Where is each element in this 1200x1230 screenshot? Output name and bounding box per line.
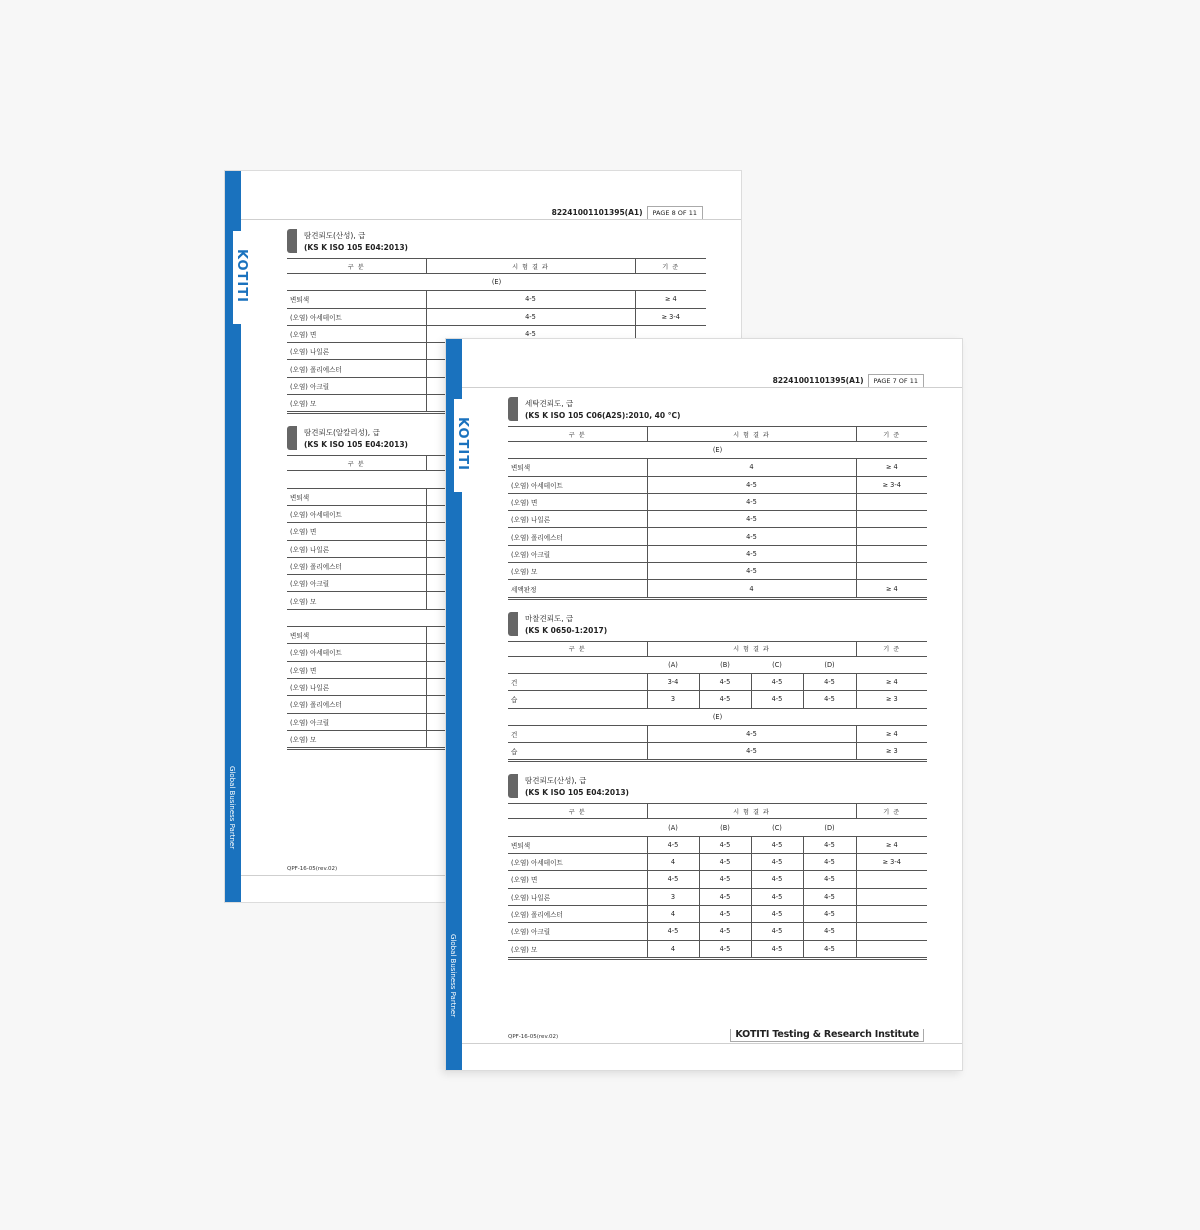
section-heading: [508, 774, 927, 798]
table-row: [508, 511, 927, 528]
table-row: [508, 691, 927, 708]
row-value: 4-5: [803, 691, 856, 708]
row-standard: [856, 511, 927, 528]
sample-label: (E): [287, 274, 706, 291]
section-heading: [508, 397, 927, 421]
header-result: 시 험 결 과: [647, 427, 856, 442]
row-value: 4-5: [699, 905, 751, 922]
row-label: (오염) 폴리에스터: [508, 528, 647, 545]
table-row: [508, 836, 927, 853]
row-standard: ≥ 3-4: [635, 308, 706, 325]
row-value: 3: [647, 691, 699, 708]
col-label: (A): [647, 656, 699, 673]
table-row: [287, 308, 706, 325]
row-label: (오염) 나일론: [287, 540, 426, 557]
table-row: [508, 725, 927, 742]
table-row: [508, 563, 927, 580]
kotiti-logo: KOTITI: [234, 249, 249, 303]
kotiti-logo: KOTITI: [455, 417, 470, 471]
row-label: (오염) 면: [287, 325, 426, 342]
col-label: (D): [803, 656, 856, 673]
row-standard: [856, 493, 927, 510]
blank-cell: [856, 819, 927, 836]
row-result: 4-5: [647, 563, 856, 580]
row-label: 건: [508, 673, 647, 690]
row-label: (오염) 아세테이트: [287, 644, 426, 661]
row-label: 변퇴색: [508, 459, 647, 476]
header-standard: 기 준: [635, 259, 706, 274]
header-standard: 기 준: [856, 641, 927, 656]
row-label: (오염) 아크릴: [287, 377, 426, 394]
row-label: (오염) 모: [287, 592, 426, 609]
page-number: PAGE 8 OF 11: [647, 206, 703, 219]
header-category: 구 분: [508, 804, 647, 819]
sample-label: (E): [508, 442, 927, 459]
row-label: (오염) 면: [508, 493, 647, 510]
row-value: 4-5: [803, 888, 856, 905]
section-perspiration-acid: [508, 774, 927, 959]
row-label: (오염) 면: [287, 523, 426, 540]
row-value: 3-4: [647, 673, 699, 690]
row-value: 4-5: [699, 854, 751, 871]
blank-cell: [856, 656, 927, 673]
row-value: 4-5: [699, 888, 751, 905]
row-label: (오염) 나일론: [508, 511, 647, 528]
row-value: 4-5: [647, 836, 699, 853]
row-result: 4: [647, 459, 856, 476]
row-standard: ≥ 4: [856, 580, 927, 598]
section-standard: (KS K ISO 105 E04:2013): [525, 788, 629, 798]
results-table: [508, 803, 927, 959]
row-standard: [856, 563, 927, 580]
brand-tagline: Global Business Partner: [449, 934, 457, 1018]
table-row: [508, 476, 927, 493]
row-label: (오염) 아크릴: [508, 923, 647, 940]
row-standard: ≥ 4: [635, 291, 706, 308]
row-value: 4-5: [803, 871, 856, 888]
row-value: 4-5: [751, 691, 803, 708]
row-value: 4-5: [803, 940, 856, 958]
header-category: 구 분: [287, 259, 426, 274]
row-result: 4-5: [426, 291, 635, 308]
row-result: 4-5: [647, 493, 856, 510]
row-standard: ≥ 3: [856, 691, 927, 708]
row-standard: [856, 905, 927, 922]
row-label: (오염) 아세테이트: [287, 505, 426, 522]
row-standard: ≥ 4: [856, 673, 927, 690]
report-page-front: [445, 338, 963, 1071]
row-label: (오염) 나일론: [287, 678, 426, 695]
table-row: [508, 493, 927, 510]
row-label: (오염) 폴리에스터: [287, 557, 426, 574]
row-standard: [856, 871, 927, 888]
col-label: (A): [647, 819, 699, 836]
header-category: 구 분: [287, 456, 426, 471]
row-label: (오염) 나일론: [508, 888, 647, 905]
row-value: 4-5: [751, 905, 803, 922]
brand-tagline: Global Business Partner: [228, 766, 236, 850]
row-value: 4-5: [699, 836, 751, 853]
report-number: 82241001101395(A1): [551, 207, 643, 217]
row-value: 4-5: [647, 923, 699, 940]
row-label: (오염) 폴리에스터: [287, 696, 426, 713]
row-value: 3: [647, 888, 699, 905]
section-title: 땀견뢰도(산성), 급: [304, 231, 366, 240]
table-row: [508, 528, 927, 545]
table-row: [508, 673, 927, 690]
table-row: [287, 291, 706, 308]
section-title: 마찰견뢰도, 급: [525, 613, 574, 623]
section-title: 세탁견뢰도, 급: [525, 399, 574, 408]
col-label: (B): [699, 819, 751, 836]
row-standard: ≥ 3-4: [856, 854, 927, 871]
header-category: 구 분: [508, 641, 647, 656]
row-label: (오염) 아크릴: [508, 545, 647, 562]
table-header-row: [508, 804, 927, 819]
row-value: 4: [647, 940, 699, 958]
row-value: 4-5: [699, 923, 751, 940]
table-row: [508, 905, 927, 922]
row-label: 변퇴색: [508, 836, 647, 853]
row-label: (오염) 아세테이트: [508, 854, 647, 871]
row-result: 4-5: [647, 476, 856, 493]
row-value: 4: [647, 854, 699, 871]
row-result: 4-5: [647, 528, 856, 545]
section-marker: [508, 612, 518, 636]
header-standard: 기 준: [856, 427, 927, 442]
table-row: [508, 743, 927, 761]
row-label: (오염) 폴리에스터: [508, 905, 647, 922]
header-category: 구 분: [508, 427, 647, 442]
results-table: [508, 641, 927, 763]
report-number: 82241001101395(A1): [772, 375, 864, 385]
header-result: 시 험 결 과: [426, 259, 635, 274]
row-value: 4-5: [751, 923, 803, 940]
header-standard: 기 준: [856, 804, 927, 819]
page-header: [552, 205, 703, 219]
row-value: 4-5: [699, 871, 751, 888]
row-label: 변퇴색: [287, 488, 426, 505]
row-standard: ≥ 4: [856, 725, 927, 742]
table-subheader-row: [508, 656, 927, 673]
sample-label: (E): [508, 708, 927, 725]
table-row: [508, 940, 927, 958]
section-washing-fastness: [508, 397, 927, 600]
row-value: 4-5: [751, 836, 803, 853]
row-value: 4-5: [699, 673, 751, 690]
row-value: 4-5: [803, 854, 856, 871]
row-label: 건: [508, 725, 647, 742]
row-value: 4-5: [803, 836, 856, 853]
section-title: 땀견뢰도(산성), 급: [525, 776, 587, 786]
row-result: 4-5: [647, 743, 856, 761]
table-subheader-row: [508, 819, 927, 836]
table-row: [508, 871, 927, 888]
section-marker: [508, 774, 518, 798]
table-subheader-row: [508, 442, 927, 459]
row-value: 4-5: [751, 854, 803, 871]
row-value: 4-5: [803, 923, 856, 940]
table-row: [508, 459, 927, 476]
row-label: (오염) 면: [508, 871, 647, 888]
row-label: (오염) 면: [287, 661, 426, 678]
row-label: (오염) 나일론: [287, 343, 426, 360]
blank-cell: [508, 819, 647, 836]
form-code: QPF-16-05(rev.02): [508, 1034, 559, 1040]
table-row: [508, 580, 927, 598]
row-value: 4-5: [751, 888, 803, 905]
row-standard: ≥ 3: [856, 743, 927, 761]
row-label: 변퇴색: [287, 291, 426, 308]
header-rule: [241, 219, 741, 220]
section-standard: (KS K ISO 105 E04:2013): [304, 440, 408, 450]
row-standard: ≥ 4: [856, 836, 927, 853]
row-result: 4-5: [647, 511, 856, 528]
section-heading: [508, 612, 927, 636]
row-label: (오염) 모: [287, 730, 426, 748]
table-row: [508, 854, 927, 871]
page-header: [773, 373, 924, 387]
section-heading: [287, 229, 706, 253]
section-marker: [287, 426, 297, 450]
row-result: 4-5: [647, 545, 856, 562]
row-value: 4-5: [751, 673, 803, 690]
footer-rule: [462, 1043, 962, 1044]
col-label: (C): [751, 819, 803, 836]
row-value: 4-5: [751, 940, 803, 958]
page-content: [508, 397, 927, 972]
row-value: 4-5: [699, 940, 751, 958]
row-value: 4-5: [647, 871, 699, 888]
form-code: QPF-16-05(rev.02): [287, 866, 338, 872]
row-standard: [856, 923, 927, 940]
header-result: 시 험 결 과: [647, 804, 856, 819]
table-row: [508, 888, 927, 905]
table-row: [508, 545, 927, 562]
row-value: 4-5: [803, 905, 856, 922]
col-label: (B): [699, 656, 751, 673]
section-rubbing-fastness: [508, 612, 927, 763]
section-standard: (KS K ISO 105 C06(A2S):2010, 40 °C): [525, 411, 681, 420]
institute-name: KOTITI Testing & Research Institute: [730, 1029, 924, 1042]
col-label: (D): [803, 819, 856, 836]
table-subheader-row: [287, 274, 706, 291]
row-standard: ≥ 3-4: [856, 476, 927, 493]
row-standard: [856, 940, 927, 958]
row-standard: [856, 528, 927, 545]
row-label: (오염) 아크릴: [287, 713, 426, 730]
row-standard: [856, 545, 927, 562]
section-marker: [508, 397, 518, 421]
row-result: 4-5: [647, 725, 856, 742]
row-value: 4-5: [751, 871, 803, 888]
table-row: [508, 923, 927, 940]
col-label: (C): [751, 656, 803, 673]
table-header-row: [287, 259, 706, 274]
row-value: 4-5: [699, 691, 751, 708]
row-result: 4-5: [426, 308, 635, 325]
row-label: (오염) 모: [287, 395, 426, 413]
row-label: 습: [508, 691, 647, 708]
row-label: 습: [508, 743, 647, 761]
row-label: (오염) 아세테이트: [287, 308, 426, 325]
table-header-row: [508, 641, 927, 656]
blank-cell: [508, 656, 647, 673]
row-label: (오염) 모: [508, 563, 647, 580]
row-label: 세액판정: [508, 580, 647, 598]
row-label: (오염) 아세테이트: [508, 476, 647, 493]
row-label: (오염) 폴리에스터: [287, 360, 426, 377]
page-number: PAGE 7 OF 11: [868, 374, 924, 387]
table-subheader-row: [508, 708, 927, 725]
row-result: 4: [647, 580, 856, 598]
section-marker: [287, 229, 297, 253]
table-header-row: [508, 427, 927, 442]
section-standard: (KS K 0650-1:2017): [525, 625, 608, 635]
results-table: [508, 426, 927, 600]
row-label: (오염) 모: [508, 940, 647, 958]
row-label: (오염) 아크릴: [287, 575, 426, 592]
header-result: 시 험 결 과: [647, 641, 856, 656]
row-value: 4-5: [803, 673, 856, 690]
row-value: 4: [647, 905, 699, 922]
header-rule: [462, 387, 962, 388]
section-title: 땀견뢰도(알칼리성), 급: [304, 428, 380, 438]
row-standard: [856, 888, 927, 905]
section-standard: (KS K ISO 105 E04:2013): [304, 243, 408, 252]
row-label: 변퇴색: [287, 627, 426, 644]
row-standard: ≥ 4: [856, 459, 927, 476]
row-result: 4-5: [426, 325, 635, 342]
